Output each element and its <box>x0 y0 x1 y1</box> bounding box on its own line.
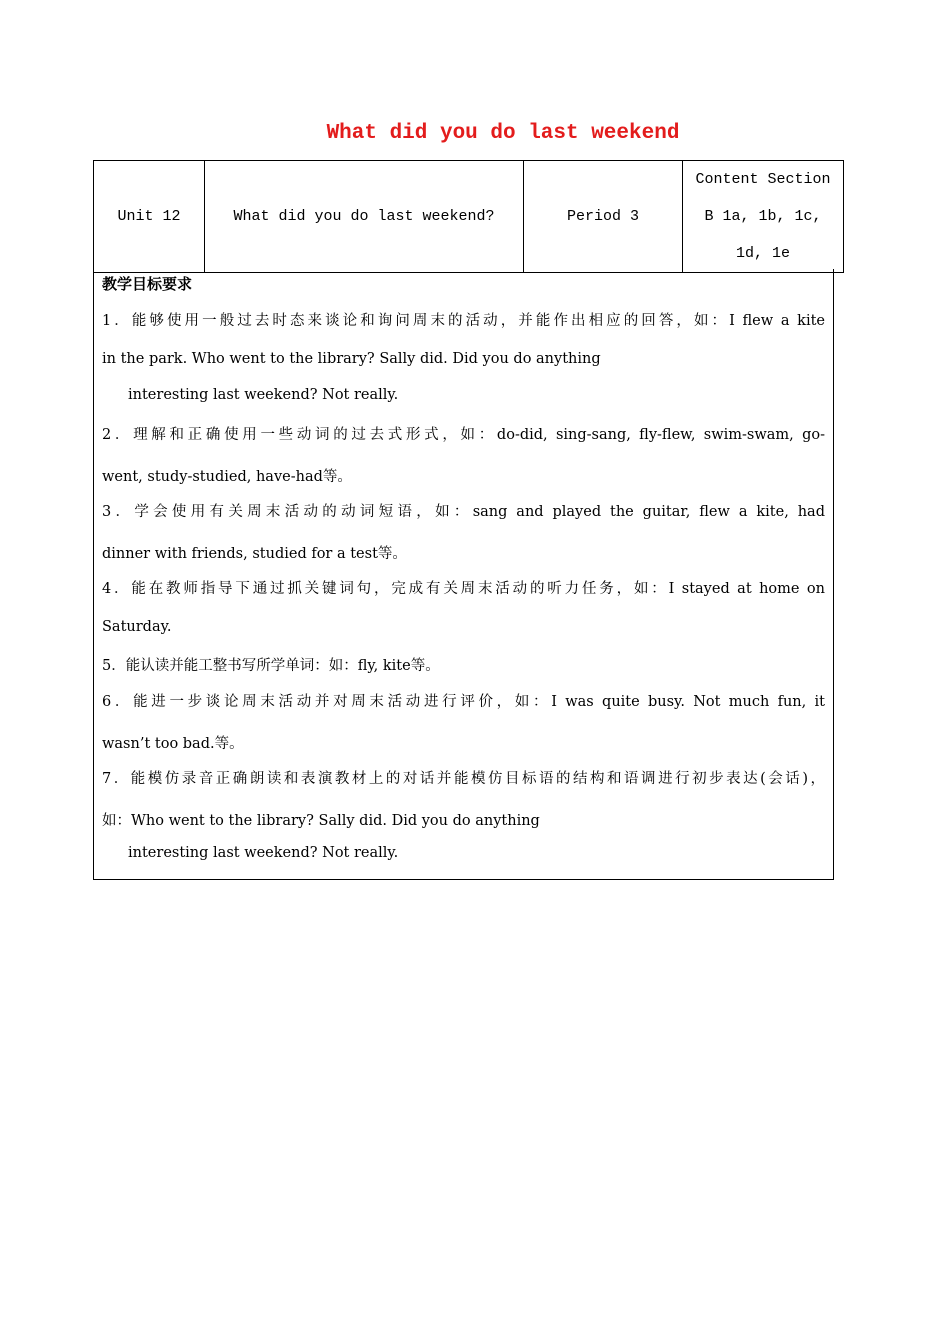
unit-cell: Unit 12 <box>94 161 205 273</box>
objectives-heading: 教学目标要求 <box>102 275 193 293</box>
objective-line: interesting last weekend? Not really. <box>128 845 399 861</box>
section-cell <box>683 161 844 273</box>
lesson-header-row <box>94 161 844 273</box>
lesson-header-table <box>93 160 844 273</box>
objective-line: went, study-studied, have-had等。 <box>102 469 352 485</box>
objective-line: 4．能在教师指导下通过抓关键词句，完成有关周末活动的听力任务，如：I stayed at home on <box>102 581 825 597</box>
objective-line: 如：Who went to the library? Sally did. Did you do anything <box>102 813 540 829</box>
objective-line: 7．能模仿录音正确朗读和表演教材上的对话并能模仿目标语的结构和语调进行初步表达(会话)， <box>102 771 825 787</box>
objective-line: 2．理解和正确使用一些动词的过去式形式，如：do-did, sing-sang, fly-flew, swim-swam, go- <box>102 427 825 443</box>
objective-line: 6．能进一步谈论周末活动并对周末活动进行评价，如：I was quite busy. Not much fun, it <box>102 694 825 710</box>
section-text: Content Section B 1a, 1b, 1c, 1d, 1e <box>695 171 831 262</box>
objective-line: 3．学会使用有关周末活动的动词短语，如：sang and played the guitar, flew a kite, had <box>102 504 825 520</box>
topic-cell: What did you do last weekend? <box>205 161 524 273</box>
document-title: What did you do last weekend <box>326 122 680 145</box>
objective-line: 1．能够使用一般过去时态来谈论和询问周末的活动，并能作出相应的回答，如：I flew a kite <box>102 313 825 329</box>
objective-line: Saturday. <box>102 619 172 635</box>
objective-line: interesting last weekend? Not really. <box>128 387 399 403</box>
objective-line: wasn’t too bad.等。 <box>102 736 244 752</box>
objectives-box <box>93 269 834 880</box>
objective-line: dinner with friends, studied for a test等。 <box>102 546 407 562</box>
objective-line: in the park. Who went to the library? Sally did. Did you do anything <box>102 351 601 367</box>
period-cell: Period 3 <box>524 161 683 273</box>
objective-line: 5．能认读并能工整书写所学单词：如：fly, kite等。 <box>102 658 440 674</box>
